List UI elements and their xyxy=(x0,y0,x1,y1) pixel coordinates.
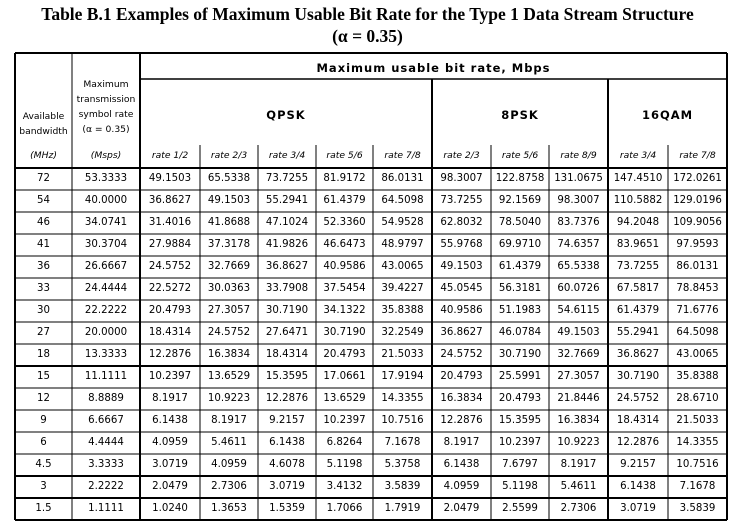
table-cell: 30.7190 xyxy=(323,327,366,338)
table-cell: 67.5817 xyxy=(616,283,660,294)
table-cell: 69.9710 xyxy=(498,239,542,250)
table-cell: 35.8388 xyxy=(381,305,424,316)
table-cell: 21.5033 xyxy=(381,349,424,360)
table-cell: 45.0545 xyxy=(440,283,483,294)
table-cell: 34.1322 xyxy=(323,305,366,316)
table-cell: 15.3595 xyxy=(498,415,542,426)
table-cell: 62.8032 xyxy=(440,217,483,228)
table-cell: 6.1438 xyxy=(269,437,305,448)
table-cell: 51.1983 xyxy=(498,305,542,316)
table-cell: 41.8688 xyxy=(207,217,251,228)
table-cell: 46 xyxy=(37,217,50,228)
table-cell: 33.7908 xyxy=(265,283,309,294)
rate-column-header: rate 7/8 xyxy=(679,150,716,161)
table-cell: 41 xyxy=(37,239,50,250)
table-cell: 49.1503 xyxy=(440,261,483,272)
table-cell: 49.1503 xyxy=(148,173,192,184)
table-cell: 20.4793 xyxy=(323,349,366,360)
table-cell: 36.8627 xyxy=(440,327,483,338)
table-cell: 20.4793 xyxy=(440,371,483,382)
table-cell: 55.9768 xyxy=(440,239,483,250)
table-cell: 3 xyxy=(40,481,47,492)
table-cell: 60.0726 xyxy=(557,283,600,294)
table-cell: 5.1198 xyxy=(502,481,538,492)
table-cell: 6.1438 xyxy=(152,415,188,426)
table-cell: 17.9194 xyxy=(381,371,424,382)
table-cell: 24.5752 xyxy=(616,393,660,404)
table-cell: 10.2397 xyxy=(498,437,542,448)
table-cell: 54.6115 xyxy=(557,305,600,316)
table-cell: 12.2876 xyxy=(440,415,483,426)
table-cell: 110.5882 xyxy=(613,195,663,206)
table-cell: 86.0131 xyxy=(381,173,424,184)
table-cell: 32.7669 xyxy=(207,261,251,272)
table-cell: 20.4793 xyxy=(148,305,192,316)
table-cell: 1.5 xyxy=(35,503,52,514)
table-cell: 27.6471 xyxy=(265,327,309,338)
table-cell: 31.4016 xyxy=(148,217,192,228)
table-cell: 1.7066 xyxy=(326,503,363,514)
table-cell: 25.5991 xyxy=(498,371,542,382)
table-cell: 6 xyxy=(40,437,47,448)
table-cell: 78.8453 xyxy=(676,283,719,294)
table-title: Table B.1 Examples of Maximum Usable Bit Rate for the Type 1 Data Stream Structure xyxy=(41,4,694,24)
rate-column-header: rate 1/2 xyxy=(151,150,189,161)
rate-column-header: rate 5/6 xyxy=(501,150,539,161)
table-cell: 30.7190 xyxy=(498,349,542,360)
bandwidth-header: Available xyxy=(22,111,65,122)
table-cell: 172.0261 xyxy=(673,173,722,184)
table-cell: 37.3178 xyxy=(207,239,251,250)
unit-msps: (Msps) xyxy=(90,150,122,161)
rate-column-header: rate 3/4 xyxy=(268,150,306,161)
table-cell: 18.4314 xyxy=(616,415,660,426)
table-cell: 43.0065 xyxy=(676,349,719,360)
table-cell: 14.3355 xyxy=(676,437,719,448)
table-cell: 28.6710 xyxy=(676,393,719,404)
table-cell: 49.1503 xyxy=(207,195,251,206)
table-cell: 3.5839 xyxy=(679,503,716,514)
table-cell: 78.5040 xyxy=(498,217,542,228)
table-cell: 129.0196 xyxy=(673,195,722,206)
unit-mhz: (MHz) xyxy=(30,150,57,161)
table-cell: 4.0959 xyxy=(152,437,188,448)
table-cell: 72 xyxy=(37,173,50,184)
table-cell: 92.1569 xyxy=(498,195,542,206)
table-cell: 36 xyxy=(37,261,50,272)
table-cell: 30.3704 xyxy=(84,239,128,250)
table-cell: 40.9586 xyxy=(323,261,366,272)
symbol-rate-header: symbol rate xyxy=(78,109,134,120)
table-cell: 4.0959 xyxy=(443,481,480,492)
table-cell: 32.7669 xyxy=(557,349,600,360)
table-cell: 73.7255 xyxy=(265,173,309,184)
table-cell: 46.0784 xyxy=(498,327,542,338)
table-cell: 5.4611 xyxy=(211,437,247,448)
table-cell: 13.3333 xyxy=(84,349,128,360)
table-cell: 36.8627 xyxy=(616,349,660,360)
table-cell: 41.9826 xyxy=(265,239,309,250)
table-cell: 35.8388 xyxy=(676,371,719,382)
table-cell: 97.9593 xyxy=(676,239,719,250)
symbol-rate-header: Maximum xyxy=(83,79,129,90)
table-cell: 43.0065 xyxy=(381,261,424,272)
table-cell: 86.0131 xyxy=(676,261,719,272)
table-cell: 46.6473 xyxy=(323,239,366,250)
table-cell: 2.7306 xyxy=(560,503,597,514)
table-cell: 20.4793 xyxy=(498,393,542,404)
table-cell: 13.6529 xyxy=(323,393,366,404)
table-cell: 20.0000 xyxy=(84,327,128,338)
rate-column-header: rate 7/8 xyxy=(384,150,421,161)
table-cell: 16.3834 xyxy=(557,415,600,426)
table-cell: 21.5033 xyxy=(676,415,719,426)
table-cell: 37.5454 xyxy=(323,283,366,294)
table-cell: 3.5839 xyxy=(384,481,421,492)
table-cell: 83.9651 xyxy=(616,239,660,250)
table-cell: 94.2048 xyxy=(616,217,660,228)
table-cell: 24.5752 xyxy=(207,327,251,338)
table-cell: 39.4227 xyxy=(381,283,424,294)
table-cell: 33 xyxy=(37,283,50,294)
table-cell: 40.9586 xyxy=(440,305,483,316)
group-header-16qam: 16QAM xyxy=(641,108,694,122)
table-cell: 30 xyxy=(37,305,50,316)
table-cell: 24.4444 xyxy=(84,283,128,294)
table-cell: 5.3758 xyxy=(384,459,421,470)
table-cell: 15.3595 xyxy=(265,371,309,382)
table-cell: 10.9223 xyxy=(207,393,251,404)
table-cell: 40.0000 xyxy=(84,195,128,206)
group-header-8psk: 8PSK xyxy=(501,108,539,122)
table-cell: 8.8889 xyxy=(88,393,124,404)
table-cell: 10.7516 xyxy=(676,459,719,470)
group-header-qpsk: QPSK xyxy=(266,108,306,122)
table-cell: 4.5 xyxy=(35,459,52,470)
table-cell: 3.4132 xyxy=(326,481,363,492)
table-cell: 74.6357 xyxy=(557,239,600,250)
table-cell: 27 xyxy=(37,327,50,338)
table-cell: 54 xyxy=(37,195,50,206)
table-cell: 24.5752 xyxy=(148,261,192,272)
table-cell: 22.2222 xyxy=(84,305,128,316)
table-cell: 12 xyxy=(37,393,50,404)
table-cell: 53.3333 xyxy=(84,173,128,184)
table-cell: 21.8446 xyxy=(557,393,600,404)
table-cell: 12.2876 xyxy=(148,349,192,360)
table-cell: 55.2941 xyxy=(616,327,660,338)
table-cell: 83.7376 xyxy=(557,217,600,228)
table-cell: 2.0479 xyxy=(443,503,480,514)
table-cell: 3.0719 xyxy=(269,481,305,492)
table-cell: 2.0479 xyxy=(152,481,188,492)
table-cell: 49.1503 xyxy=(557,327,600,338)
rate-column-header: rate 5/6 xyxy=(326,150,363,161)
rate-column-header: rate 8/9 xyxy=(560,150,597,161)
table-cell: 27.3057 xyxy=(207,305,251,316)
table-cell: 26.6667 xyxy=(84,261,128,272)
table-cell: 56.3181 xyxy=(498,283,542,294)
table-cell: 6.6667 xyxy=(88,415,124,426)
table-cell: 73.7255 xyxy=(616,261,660,272)
table-cell: 65.5338 xyxy=(207,173,251,184)
table-cell: 12.2876 xyxy=(265,393,309,404)
table-cell: 1.0240 xyxy=(152,503,188,514)
table-subtitle: (α = 0.35) xyxy=(332,26,403,46)
table-cell: 17.0661 xyxy=(323,371,366,382)
table-cell: 6.1438 xyxy=(620,481,656,492)
table-cell: 10.9223 xyxy=(557,437,600,448)
table-cell: 64.5098 xyxy=(381,195,424,206)
table-cell: 10.2397 xyxy=(148,371,192,382)
table-cell: 109.9056 xyxy=(673,217,722,228)
rate-column-header: rate 2/3 xyxy=(210,150,248,161)
table-cell: 3.0719 xyxy=(620,503,656,514)
rate-column-header: rate 3/4 xyxy=(619,150,657,161)
table-cell: 4.6078 xyxy=(269,459,305,470)
table-cell: 27.9884 xyxy=(148,239,192,250)
table-cell: 36.8627 xyxy=(265,261,309,272)
bandwidth-header: bandwidth xyxy=(19,126,68,137)
table-cell: 54.9528 xyxy=(381,217,424,228)
rate-column-header: rate 2/3 xyxy=(443,150,480,161)
symbol-rate-header: (α = 0.35) xyxy=(82,124,130,135)
table-cell: 7.1678 xyxy=(679,481,716,492)
table-cell: 81.9172 xyxy=(323,173,366,184)
table-cell: 147.4510 xyxy=(613,173,663,184)
table-cell: 3.0719 xyxy=(152,459,188,470)
table-cell: 30.0363 xyxy=(207,283,251,294)
table-cell: 30.7190 xyxy=(616,371,660,382)
table-cell: 7.1678 xyxy=(384,437,421,448)
table-cell: 2.5599 xyxy=(502,503,538,514)
table-cell: 5.1198 xyxy=(326,459,363,470)
table-cell: 61.4379 xyxy=(498,261,542,272)
table-cell: 12.2876 xyxy=(616,437,660,448)
table-cell: 16.3834 xyxy=(440,393,483,404)
table-cell: 6.8264 xyxy=(326,437,363,448)
table-cell: 9.2157 xyxy=(269,415,305,426)
table-cell: 8.1917 xyxy=(560,459,597,470)
table-cell: 11.1111 xyxy=(84,371,128,382)
table-cell: 98.3007 xyxy=(440,173,483,184)
table-cell: 47.1024 xyxy=(265,217,309,228)
table-cell: 10.2397 xyxy=(323,415,366,426)
table-cell: 18.4314 xyxy=(148,327,192,338)
table-cell: 1.1111 xyxy=(88,503,124,514)
table-cell: 14.3355 xyxy=(381,393,424,404)
table-cell: 71.6776 xyxy=(676,305,719,316)
max-rate-header: Maximum usable bit rate, Mbps xyxy=(316,61,551,75)
table-cell: 9.2157 xyxy=(620,459,656,470)
table-cell: 1.7919 xyxy=(384,503,421,514)
table-cell: 27.3057 xyxy=(557,371,600,382)
table-cell: 2.2222 xyxy=(88,481,124,492)
table-cell: 6.1438 xyxy=(443,459,480,470)
table-cell: 8.1917 xyxy=(152,393,188,404)
table-cell: 1.5359 xyxy=(269,503,305,514)
table-cell: 73.7255 xyxy=(440,195,483,206)
table-cell: 24.5752 xyxy=(440,349,483,360)
table-cell: 16.3834 xyxy=(207,349,251,360)
table-cell: 32.2549 xyxy=(381,327,424,338)
table-cell: 61.4379 xyxy=(323,195,366,206)
table-cell: 30.7190 xyxy=(265,305,309,316)
table-cell: 18 xyxy=(37,349,50,360)
table-cell: 2.7306 xyxy=(211,481,247,492)
table-cell: 64.5098 xyxy=(676,327,719,338)
table-cell: 36.8627 xyxy=(148,195,192,206)
table-cell: 10.7516 xyxy=(381,415,424,426)
symbol-rate-header: transmission xyxy=(76,94,136,105)
table-cell: 8.1917 xyxy=(211,415,247,426)
table-cell: 61.4379 xyxy=(616,305,660,316)
table-cell: 5.4611 xyxy=(560,481,597,492)
table-cell: 22.5272 xyxy=(148,283,192,294)
table-cell: 131.0675 xyxy=(554,173,603,184)
table-cell: 122.8758 xyxy=(495,173,545,184)
table-cell: 34.0741 xyxy=(84,217,128,228)
table-cell: 13.6529 xyxy=(207,371,251,382)
table-cell: 9 xyxy=(40,415,47,426)
table-cell: 18.4314 xyxy=(265,349,309,360)
table-cell: 1.3653 xyxy=(211,503,247,514)
table-cell: 8.1917 xyxy=(443,437,480,448)
table-cell: 48.9797 xyxy=(381,239,424,250)
table-cell: 7.6797 xyxy=(502,459,538,470)
table-cell: 3.3333 xyxy=(88,459,124,470)
table-cell: 55.2941 xyxy=(265,195,309,206)
table-cell: 65.5338 xyxy=(557,261,600,272)
table-cell: 4.4444 xyxy=(88,437,124,448)
table-cell: 52.3360 xyxy=(323,217,366,228)
table-cell: 98.3007 xyxy=(557,195,600,206)
table-cell: 15 xyxy=(37,371,50,382)
table-cell: 4.0959 xyxy=(211,459,247,470)
